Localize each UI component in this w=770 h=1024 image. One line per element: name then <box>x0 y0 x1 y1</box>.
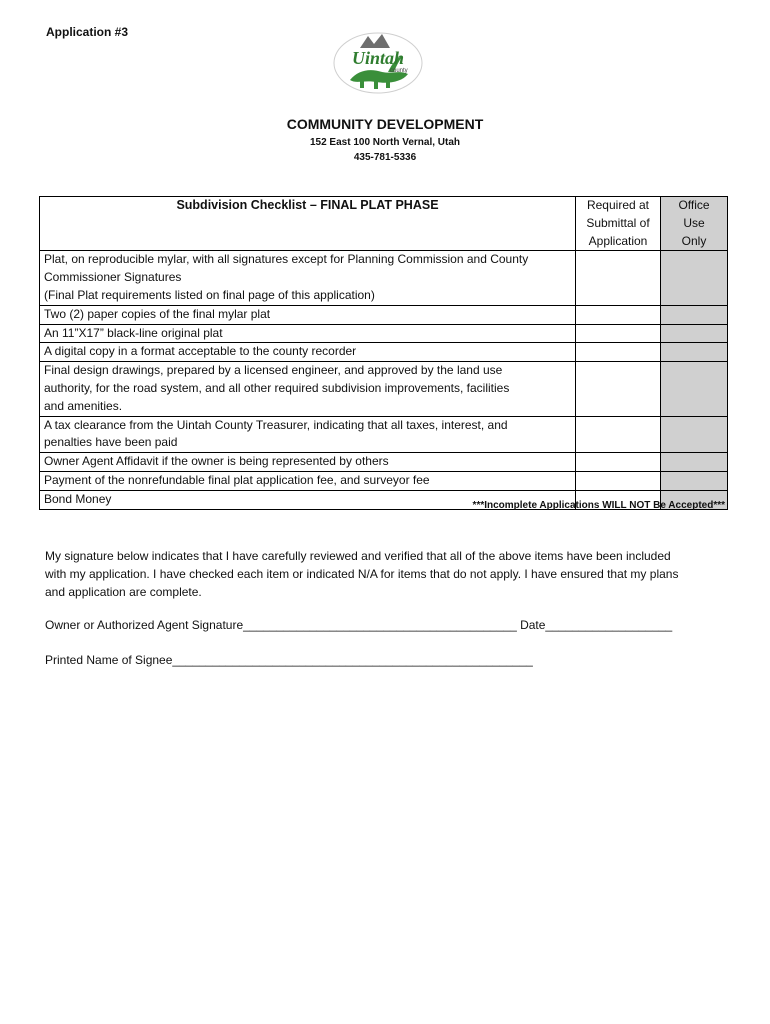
checklist-table <box>39 196 728 510</box>
office-use-cell <box>661 305 728 324</box>
svg-text:Uintah: Uintah <box>352 48 405 68</box>
checklist-row <box>40 453 728 472</box>
checklist-item <box>40 453 576 472</box>
required-checkbox-cell[interactable] <box>576 453 661 472</box>
checklist-row <box>40 471 728 490</box>
checklist-item <box>40 471 576 490</box>
incomplete-warning: ***Incomplete Applications WILL NOT Be Accepted*** <box>472 500 725 511</box>
checklist-item-line: Commissioner Signatures <box>44 270 182 285</box>
phone-number: 435-781-5336 <box>353 152 417 163</box>
checklist-row <box>40 324 728 343</box>
checklist-item-line: Payment of the nonrefundable final plat application fee, and surveyor fee <box>44 472 430 487</box>
svg-text:county: county <box>390 68 408 74</box>
required-checkbox-cell[interactable] <box>576 251 661 305</box>
owner-signature-line[interactable]: Owner or Authorized Agent Signature_________________________________________ Date___________________ <box>45 618 673 632</box>
address: 152 East 100 North Vernal, Utah <box>309 137 461 148</box>
office-use-cell <box>661 251 728 305</box>
checklist-header-row <box>40 197 728 251</box>
checklist-item-line: A digital copy in a format acceptable to the county recorder <box>44 344 357 359</box>
checklist-item-line: An 11”X17” black-line original plat <box>44 325 223 340</box>
office-use-column-label: Use <box>683 215 705 230</box>
required-column-label: Application <box>588 233 648 248</box>
statement-line: My signature below indicates that I have carefully reviewed and verified that all of the above items have been included <box>45 549 671 563</box>
checklist-item-line: and amenities. <box>44 398 123 413</box>
checklist-item <box>40 305 576 324</box>
checklist-item <box>40 416 576 453</box>
statement-line: and application are complete. <box>45 585 202 599</box>
checklist-item-line: Two (2) paper copies of the final mylar plat <box>44 306 271 321</box>
required-checkbox-cell[interactable] <box>576 362 661 416</box>
required-checkbox-cell[interactable] <box>576 305 661 324</box>
required-column-label: Submittal of <box>586 215 650 230</box>
office-use-cell <box>661 471 728 490</box>
required-checkbox-cell[interactable] <box>576 471 661 490</box>
checklist-item <box>40 362 576 416</box>
page-title: COMMUNITY DEVELOPMENT <box>286 116 484 132</box>
office-use-column-label: Office <box>678 198 710 212</box>
office-use-cell <box>661 343 728 362</box>
checklist-item <box>40 324 576 343</box>
checklist-title: Subdivision Checklist – FINAL PLAT PHASE <box>40 197 576 251</box>
checklist-item-line: (Final Plat requirements listed on final page of this application) <box>44 287 375 302</box>
checklist-row <box>40 416 728 453</box>
application-number: Application #3 <box>46 25 129 39</box>
required-column-label: Required at <box>586 198 650 212</box>
uintah-county-logo <box>330 30 426 96</box>
office-use-cell <box>661 416 728 453</box>
required-checkbox-cell[interactable] <box>576 324 661 343</box>
checklist-item-line: Final design drawings, prepared by a licensed engineer, and approved by the land use <box>44 363 503 378</box>
checklist-row <box>40 343 728 362</box>
checklist-row <box>40 251 728 305</box>
required-checkbox-cell[interactable] <box>576 343 661 362</box>
checklist-item <box>40 251 576 305</box>
checklist-row <box>40 305 728 324</box>
office-use-cell <box>661 362 728 416</box>
checklist-item-line: authority, for the road system, and all other required subdivision improvements, facilities <box>44 380 510 395</box>
checklist-item-line: penalties have been paid <box>44 435 178 450</box>
office-use-cell <box>661 324 728 343</box>
checklist-item <box>40 343 576 362</box>
checklist-item-line: A tax clearance from the Uintah County Treasurer, indicating that all taxes, interest, and <box>44 417 508 432</box>
checklist-row <box>40 362 728 416</box>
signature-statement <box>45 547 735 601</box>
office-use-column-label: Only <box>681 233 707 248</box>
checklist-item-line: Bond Money <box>44 491 112 506</box>
required-checkbox-cell[interactable] <box>576 416 661 453</box>
required-column-header <box>576 197 661 251</box>
office-use-column-header <box>661 197 728 251</box>
office-use-cell <box>661 453 728 472</box>
checklist-item-line: Plat, on reproducible mylar, with all signatures except for Planning Commission and County <box>44 252 529 267</box>
printed-name-line[interactable]: Printed Name of Signee______________________________________________________ <box>45 653 533 667</box>
checklist-item-line: Owner Agent Affidavit if the owner is being represented by others <box>44 454 389 469</box>
statement-line: with my application. I have checked each item or indicated N/A for items that do not apply. I have ensured that my plans <box>45 567 679 581</box>
